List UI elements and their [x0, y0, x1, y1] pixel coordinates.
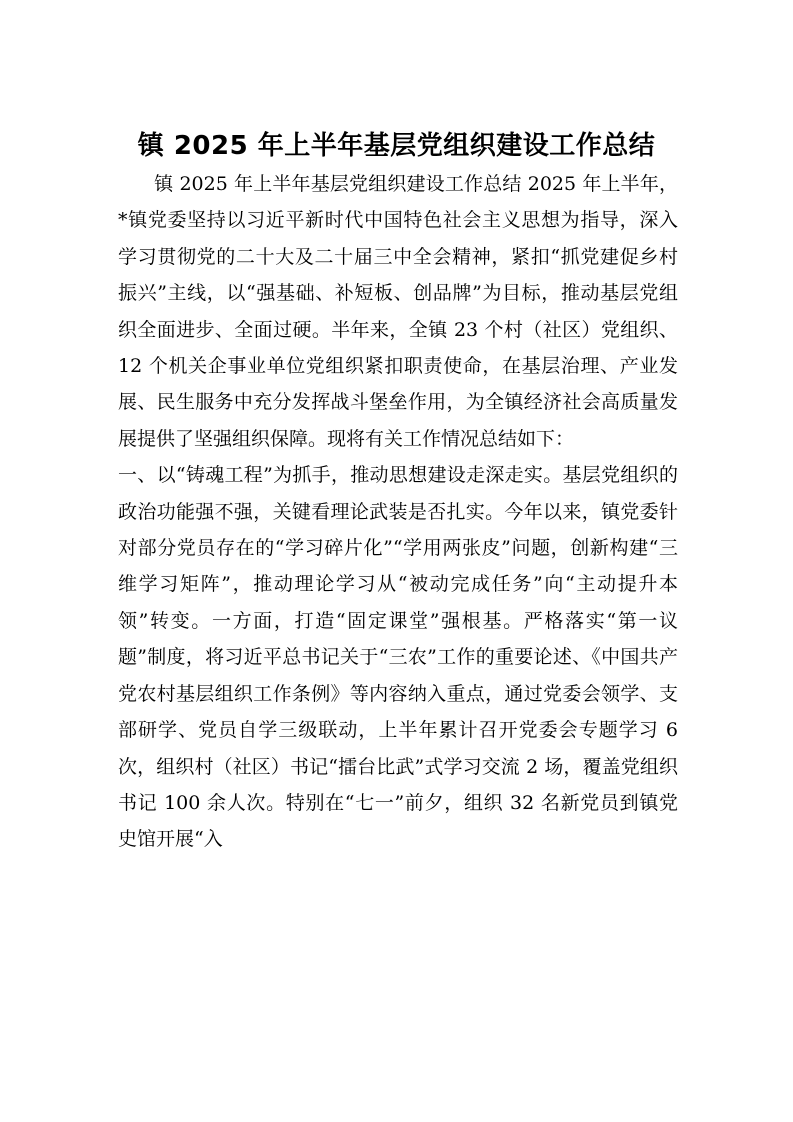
- document-title: 镇 2025 年上半年基层党组织建设工作总结: [137, 131, 656, 161]
- section-1-paragraph: 一、以“铸魂工程”为抓手，推动思想建设走深走实。基层党组织的政治功能强不强，关键看理论武装是否扎实。今年以来，镇党委针对部分党员存在的“学习碎片化”“学用两张皮”问题，创新构建“三维学习矩阵”，推动理论学习从“被动完成任务”向“主动提升本领”转变。一方面，打造“固定课堂”强根基。严格落实“第一议题”制度，将习近平总书记关于“三农”工作的重要论述、《中国共产党农村基层组织工作条例》等内容纳入重点，通过党委会领学、支部研学、党员自学三级联动，上半年累计召开党委会专题学习 6 次，组织村（社区）书记“擂台比武”式学习交流 2 场，覆盖党组织书记 100 余人次。特别在“七一”前夕，组织 32 名新党员到镇党史馆开展“入: [118, 464, 678, 851]
- document-body: [118, 166, 678, 858]
- intro-paragraph: 镇 2025 年上半年基层党组织建设工作总结 2025 年上半年，*镇党委坚持以习近平新时代中国特色社会主义思想为指导，深入学习贯彻党的二十大及二十届三中全会精神，紧扣“抓党建促乡村振兴”主线，以“强基础、补短板、创品牌”为目标，推动基层党组织全面进步、全面过硬。半年来，全镇 23 个村（社区）党组织、12 个机关企事业单位党组织紧扣职责使命，在基层治理、产业发展、民生服务中充分发挥战斗堡垒作用，为全镇经济社会高质量发展提供了坚强组织保障。现将有关工作情况总结如下：: [118, 173, 678, 450]
